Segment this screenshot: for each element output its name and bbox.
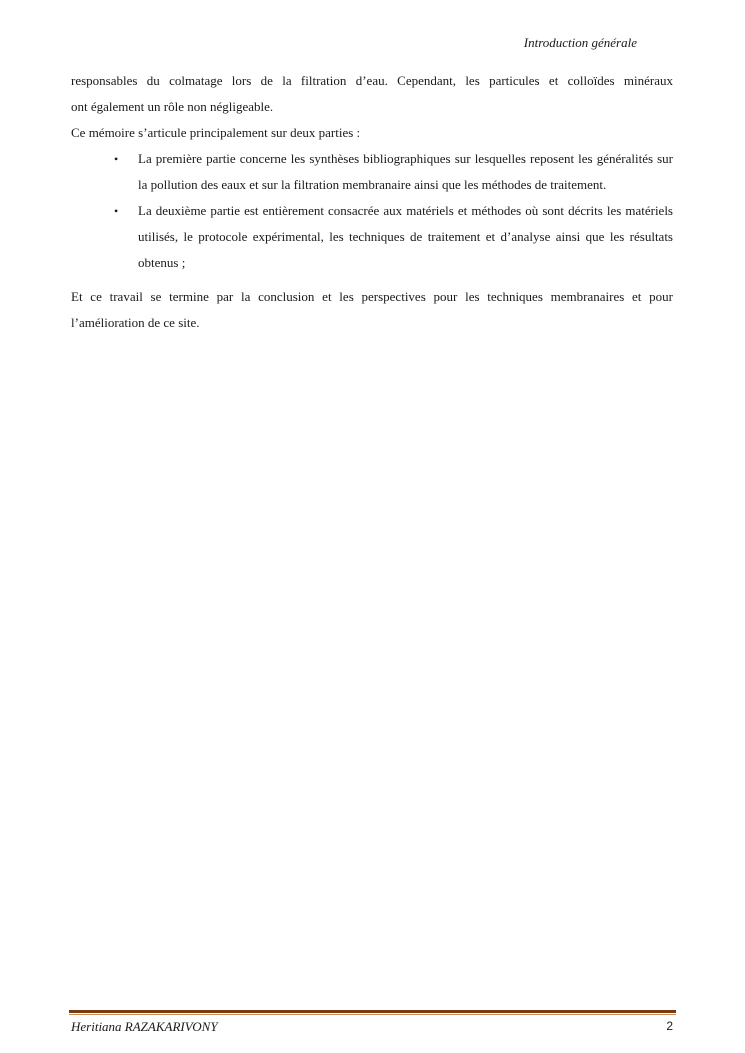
paragraph-continuation-line-2: ont également un rôle non négligeable. — [71, 99, 274, 114]
list-item-text: La première partie concerne les synthèses bibliographiques sur lesquelles reposent les généralités sur la pollution des eaux et sur la filtration membranaire ainsi que les méthodes de traitement. — [138, 151, 673, 192]
page-number: 2 — [666, 1019, 673, 1033]
list-item-part-2 — [114, 198, 673, 276]
parts-list — [71, 146, 673, 276]
footer-divider — [69, 1010, 676, 1013]
footer-divider-thin — [69, 1014, 676, 1015]
bullet-icon: • — [114, 152, 119, 166]
intro-line: Ce mémoire s’articule principalement sur deux parties : — [71, 125, 361, 140]
closing-paragraph: Et ce travail se termine par la conclusion et les perspectives pour les techniques membranaires et pour l’amélioration de ce site. — [71, 289, 673, 330]
page-body — [71, 68, 673, 336]
running-header-title: Introduction générale — [523, 35, 637, 50]
list-item-part-1 — [114, 146, 673, 198]
bullet-icon: • — [114, 204, 119, 218]
list-item-text: La deuxième partie est entièrement consacrée aux matériels et méthodes où sont décrits les matériels utilisés, le protocole expérimental, les techniques de traitement et d’analyse ainsi que les résultats obtenus ; — [138, 203, 673, 270]
paragraph-continuation-line-1: responsables du colmatage lors de la filtration d’eau. Cependant, les particules et colloïdes minéraux — [71, 73, 673, 88]
footer-author: Heritiana RAZAKARIVONY — [71, 1019, 218, 1034]
